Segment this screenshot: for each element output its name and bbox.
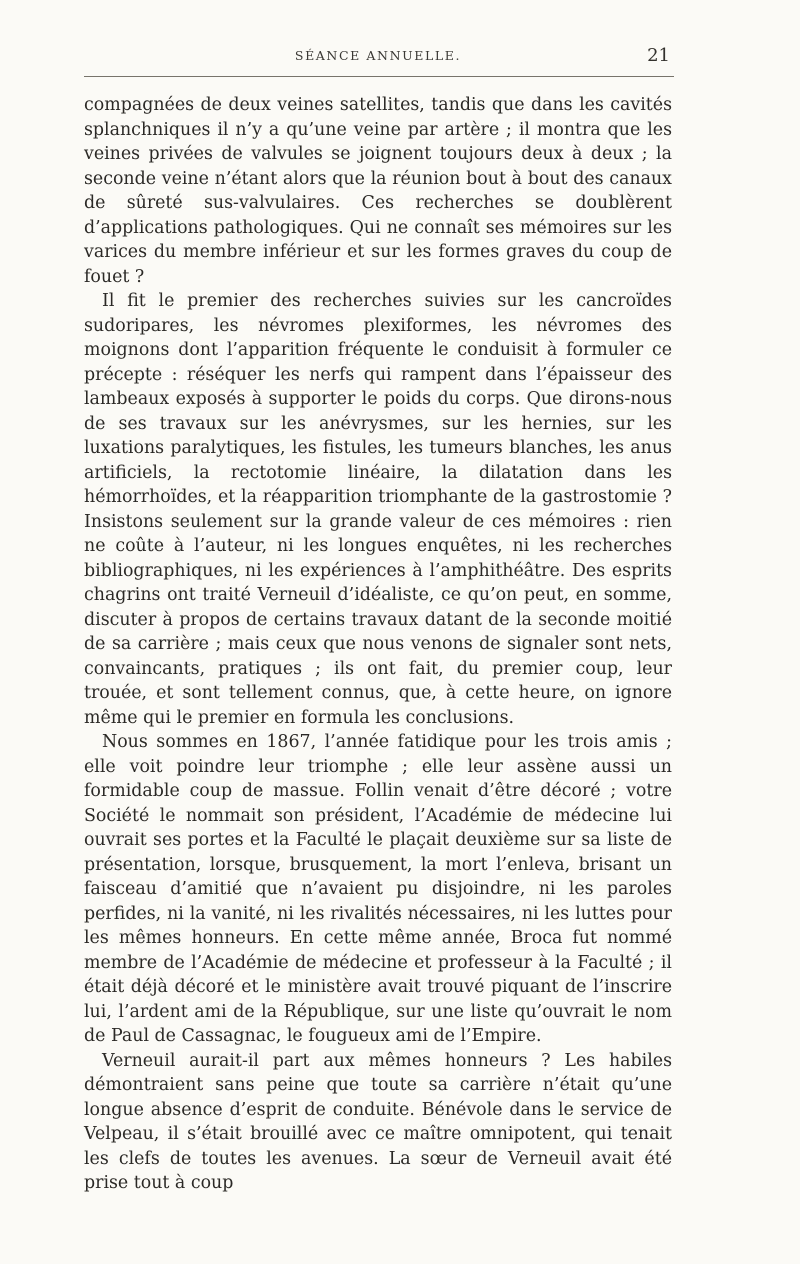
- paragraph: Nous sommes en 1867, l’année fatidique pour les trois amis ; elle voit poindre leur triomphe ; elle leur assène aussi un formidable coup de massue. Follin venait d’être décoré ; votre Société le nommait son président, l’Académie de médecine lui ouvrait ses portes et la Faculté le plaçait deuxième sur sa liste de présentation, lorsque, brusquement, la mort l’enleva, brisant un faisceau d’amitié que n’avaient pu disjoindre, ni les paroles perfides, ni la vanité, ni les rivalités nécessaires, ni les luttes pour les mêmes honneurs. En cette même année, Broca fut nommé membre de l’Académie de médecine et professeur à la Faculté ; il était déjà décoré et le ministère avait trouvé piquant de l’inscrire lui, l’ardent ami de la République, sur une liste qu’ouvrait le nom de Paul de Cassagnac, le fougueux ami de l’Empire.: [84, 732, 672, 1046]
- running-head: [84, 45, 672, 70]
- paragraph: Verneuil aurait-il part aux mêmes honneurs ? Les habiles démontraient sans peine que toute sa carrière n’était qu’une longue absence d’esprit de conduite. Bénévole dans le service de Velpeau, il s’était brouillé avec ce maître omnipotent, qui tenait les clefs de toutes les avenues. La sœur de Verneuil avait été prise tout à coup: [84, 1050, 672, 1193]
- paragraph: compagnées de deux veines satellites, tandis que dans les cavités splanchniques il n’y a qu’une veine par artère ; il montra que les veines privées de valvules se joignent toujours deux à deux ; la seconde veine n’étant alors que la réunion bout à bout des canaux de sûreté sus-valvulaires. Ces recherches se doublèrent d’applications pathologiques. Qui ne connaît ses mémoires sur les varices du membre inférieur et sur les formes graves du coup de fouet ?: [84, 95, 672, 287]
- running-title: SÉANCE ANNUELLE.: [294, 48, 462, 63]
- header-rule: [84, 76, 674, 77]
- page-number: 21: [647, 45, 670, 66]
- body-text: [84, 93, 672, 1196]
- paragraph: Il fit le premier des recherches suivies sur les cancroïdes sudoripares, les névromes plexiformes, les névromes des moignons dont l’apparition fréquente le conduisit à formuler ce précepte : réséquer les nerfs qui rampent dans l’épaisseur des lambeaux exposés à supporter le poids du corps. Que dirons-nous de ses travaux sur les anévrysmes, sur les hernies, sur les luxations paralytiques, les fistules, les tumeurs blanches, les anus artificiels, la rectotomie linéaire, la dilatation dans les hémorrhoïdes, et la réapparition triomphante de la gastrostomie ? Insistons seulement sur la grande valeur de ces mémoires : rien ne coûte à l’auteur, ni les longues enquêtes, ni les recherches bibliographiques, ni les expériences à l’amphithéâtre. Des esprits chagrins ont traité Verneuil d’idéaliste, ce qu’on peut, en somme, discuter à propos de certains travaux datant de la seconde moitié de sa carrière ; mais ceux que nous venons de signaler sont nets, convaincants, pratiques ; ils ont fait, du premier coup, leur trouée, et sont tellement connus, que, à cette heure, on ignore même qui le premier en formula les conclusions.: [84, 291, 672, 728]
